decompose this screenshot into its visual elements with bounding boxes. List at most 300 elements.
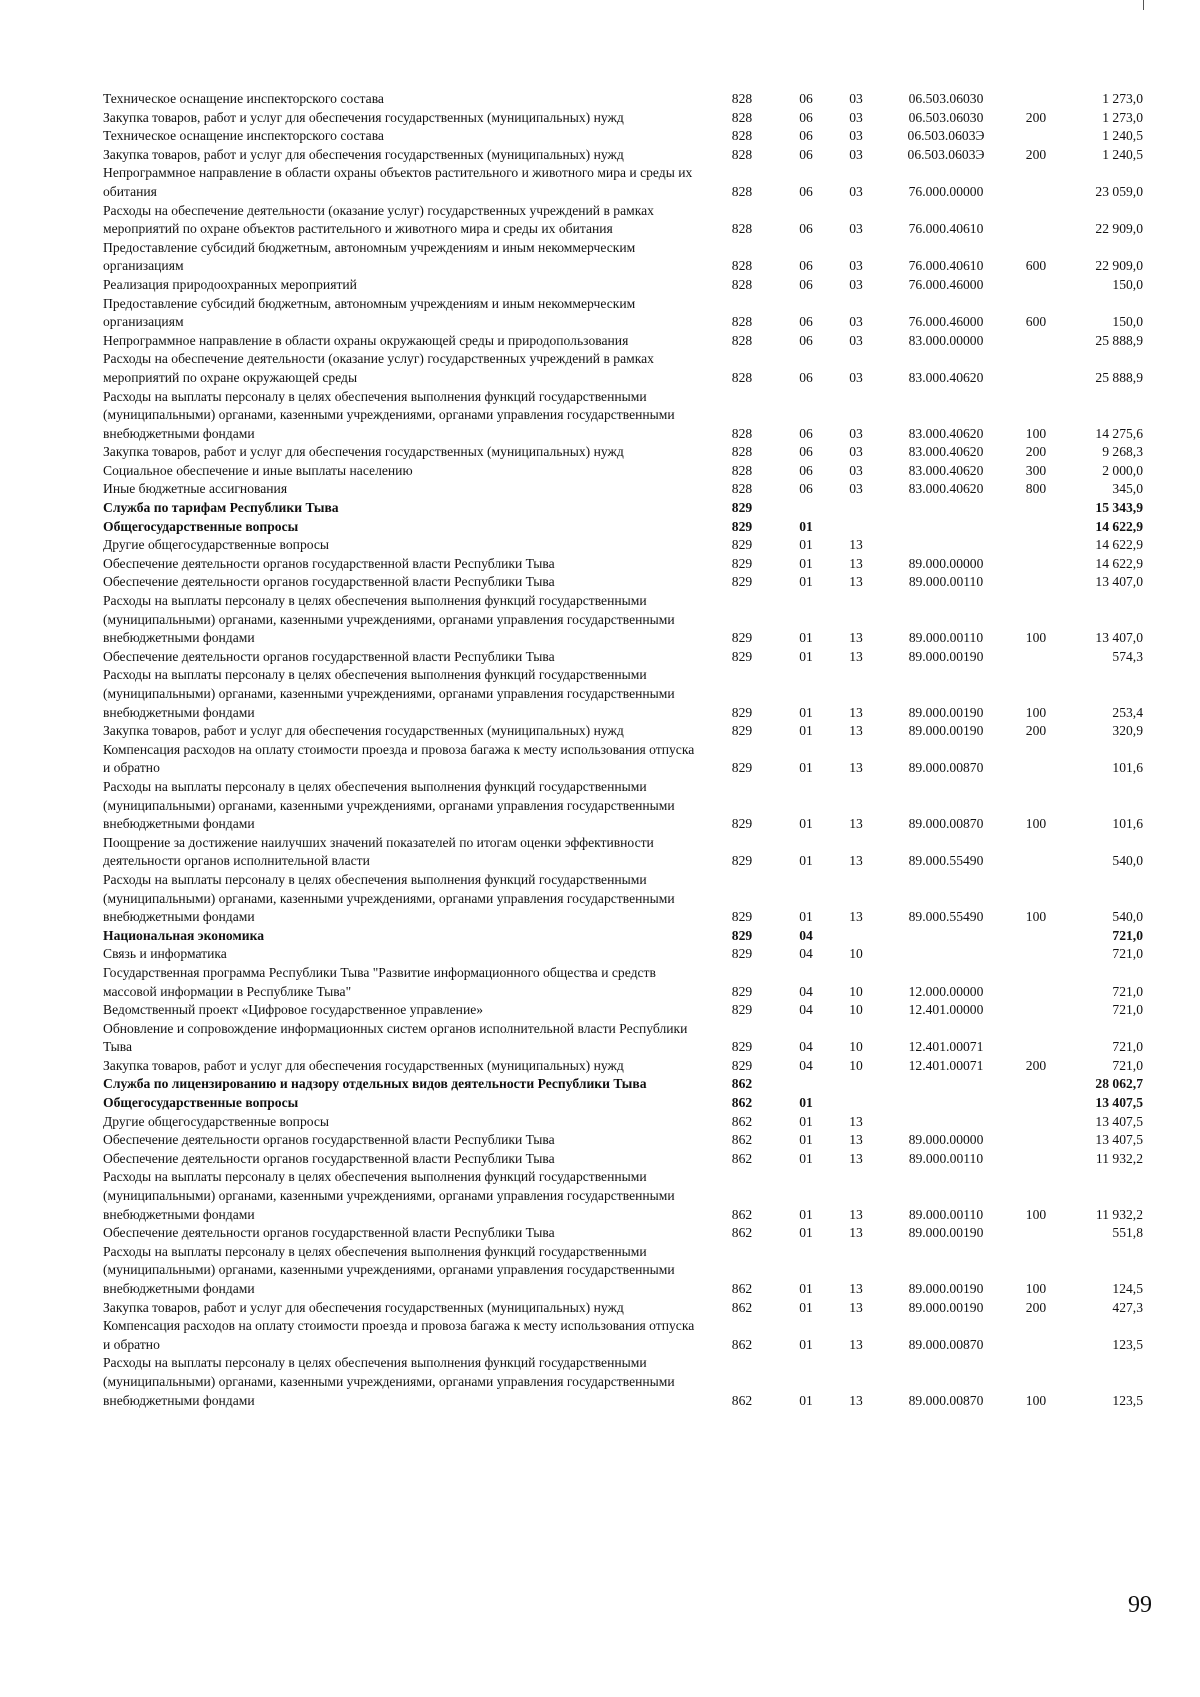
row-pr-code: 13 xyxy=(849,723,863,739)
row-vr-code xyxy=(1011,1131,1061,1150)
row-pr-code xyxy=(831,1075,881,1094)
row-name: Компенсация расходов на оплату стоимости проезда и провоза багажа к месту использования отпуска и обратно xyxy=(103,1318,695,1352)
row-amount: 721,0 xyxy=(1112,983,1143,999)
row-csr-code: 76.000.40610 xyxy=(908,221,984,237)
row-pr-code: 13 xyxy=(849,1150,863,1166)
row-vr-code xyxy=(1011,1020,1061,1057)
row-gr-code: 829 xyxy=(731,555,753,571)
row-vr-code xyxy=(1011,555,1061,574)
row-rz-code: 06 xyxy=(799,146,813,162)
row-csr-code: 89.000.00870 xyxy=(908,1392,984,1408)
row-vr-code xyxy=(1011,164,1061,201)
row-amount: 721,0 xyxy=(1112,927,1143,943)
row-vr-code xyxy=(1011,573,1061,592)
row-rz-code: 04 xyxy=(799,1002,813,1018)
row-rz-code: 04 xyxy=(799,1039,813,1055)
row-gr-code: 862 xyxy=(731,1206,753,1222)
row-gr-code: 829 xyxy=(731,1057,753,1073)
table-row xyxy=(103,350,1143,387)
row-amount: 15 343,9 xyxy=(1095,500,1143,516)
row-csr-code: 76.000.46000 xyxy=(908,276,984,292)
table-row xyxy=(103,722,1143,741)
row-amount: 14 622,9 xyxy=(1095,537,1143,553)
table-row xyxy=(103,778,1143,834)
row-pr-code: 13 xyxy=(849,1225,863,1241)
row-csr-code: 76.000.00000 xyxy=(908,183,984,199)
row-amount: 23 059,0 xyxy=(1095,183,1143,199)
row-vr-code: 200 xyxy=(1025,444,1047,460)
row-csr-code: 83.000.00000 xyxy=(908,332,984,348)
table-row xyxy=(103,443,1143,462)
row-name: Закупка товаров, работ и услуг для обеспечения государственных (муниципальных) нужд xyxy=(103,146,624,162)
row-name: Государственная программа Республики Тыва "Развитие информационного общества и средств массовой информации в Республике Тыва" xyxy=(103,964,656,999)
row-gr-code: 828 xyxy=(731,183,753,199)
row-name: Расходы на выплаты персоналу в целях обеспечения выполнения функций государственными (муниципальными) органами, казенными учреждениями, органами управления государственными внебюджетными фондами xyxy=(103,1355,675,1408)
row-name: Непрограммное направление в области охраны окружающей среды и природопользования xyxy=(103,332,629,348)
row-amount: 721,0 xyxy=(1112,1039,1143,1055)
table-row xyxy=(103,945,1143,964)
row-amount: 1 273,0 xyxy=(1102,91,1143,106)
row-gr-code: 828 xyxy=(731,276,753,292)
row-rz-code: 06 xyxy=(799,462,813,478)
row-gr-code: 828 xyxy=(731,146,753,162)
row-rz-code: 06 xyxy=(799,425,813,441)
row-pr-code: 10 xyxy=(849,1002,863,1018)
row-name: Непрограммное направление в области охраны объектов растительного и животного мира и среды их обитания xyxy=(103,165,693,199)
row-vr-code xyxy=(1011,1150,1061,1169)
row-amount: 124,5 xyxy=(1112,1281,1143,1296)
row-csr-code: 06.503.0603Э xyxy=(907,128,985,144)
row-csr-code: 89.000.00190 xyxy=(908,1299,984,1315)
row-amount: 150,0 xyxy=(1112,276,1143,292)
row-csr-code: 89.000.00190 xyxy=(908,1281,984,1296)
row-gr-code: 862 xyxy=(731,1132,753,1148)
row-csr-code: 83.000.40620 xyxy=(908,369,984,385)
row-amount: 13 407,5 xyxy=(1095,1132,1143,1148)
row-amount: 13 407,0 xyxy=(1095,630,1143,646)
row-csr-code: 89.000.00870 xyxy=(908,1336,984,1352)
table-row xyxy=(103,666,1143,722)
table-row xyxy=(103,1168,1143,1224)
row-pr-code: 13 xyxy=(849,909,863,925)
row-vr-code xyxy=(1011,741,1061,778)
row-amount: 123,5 xyxy=(1112,1392,1143,1408)
row-gr-code: 829 xyxy=(731,537,753,553)
row-pr-code: 03 xyxy=(849,91,863,106)
row-gr-code: 829 xyxy=(731,946,753,962)
row-name: Расходы на обеспечение деятельности (оказание услуг) государственных учреждений в рамках мероприятий по охране объектов растительного и животного мира и среды их обитания xyxy=(103,202,654,237)
row-amount: 1 273,0 xyxy=(1102,109,1143,125)
row-pr-code: 13 xyxy=(849,574,863,590)
table-row xyxy=(103,1113,1143,1132)
row-amount: 14 622,9 xyxy=(1095,518,1143,534)
row-csr-code: 89.000.55490 xyxy=(908,909,984,925)
row-amount: 101,6 xyxy=(1112,816,1143,832)
table-row xyxy=(103,90,1143,109)
row-rz-code: 06 xyxy=(799,128,813,144)
row-name: Обеспечение деятельности органов государственной власти Республики Тыва xyxy=(103,555,555,571)
row-name: Обновление и сопровождение информационных систем органов исполнительной власти Республики Тыва xyxy=(103,1020,688,1055)
row-amount: 123,5 xyxy=(1112,1336,1143,1352)
row-rz-code xyxy=(781,499,831,518)
row-gr-code: 828 xyxy=(731,128,753,144)
row-name: Общегосударственные вопросы xyxy=(103,518,299,534)
row-gr-code: 862 xyxy=(731,1299,753,1315)
row-rz-code: 01 xyxy=(799,909,813,925)
row-pr-code: 13 xyxy=(849,555,863,571)
row-csr-code: 06.503.06030 xyxy=(908,109,984,125)
table-row xyxy=(103,1057,1143,1076)
row-vr-code: 100 xyxy=(1025,816,1047,832)
row-amount: 13 407,5 xyxy=(1095,1113,1143,1129)
row-pr-code: 10 xyxy=(849,983,863,999)
row-name: Обеспечение деятельности органов государственной власти Республики Тыва xyxy=(103,1150,555,1166)
table-row xyxy=(103,592,1143,648)
row-pr-code: 03 xyxy=(849,481,863,497)
row-pr-code: 13 xyxy=(849,1206,863,1222)
row-rz-code: 01 xyxy=(799,1392,813,1408)
row-gr-code: 829 xyxy=(731,500,753,516)
row-rz-code: 06 xyxy=(799,109,813,125)
row-rz-code: 06 xyxy=(799,444,813,460)
row-vr-code: 600 xyxy=(1025,258,1047,274)
row-name: Расходы на выплаты персоналу в целях обеспечения выполнения функций государственными (муниципальными) органами, казенными учреждениями, органами управления государственными внебюджетными фондами xyxy=(103,593,675,646)
row-amount: 14 275,6 xyxy=(1095,425,1143,441)
row-gr-code: 862 xyxy=(731,1336,753,1352)
row-name: Расходы на выплаты персоналу в целях обеспечения выполнения функций государственными (муниципальными) органами, казенными учреждениями, органами управления государственными внебюджетными фондами xyxy=(103,388,675,441)
row-name: Другие общегосударственные вопросы xyxy=(103,1113,330,1129)
row-pr-code: 13 xyxy=(849,1132,863,1148)
row-vr-code xyxy=(1011,1224,1061,1243)
row-pr-code: 13 xyxy=(849,1113,863,1129)
row-csr-code: 06.503.0603Э xyxy=(907,146,985,162)
row-rz-code: 06 xyxy=(799,369,813,385)
table-row xyxy=(103,1354,1143,1410)
row-vr-code xyxy=(1011,834,1061,871)
table-row xyxy=(103,1243,1143,1299)
row-name: Обеспечение деятельности органов государственной власти Республики Тыва xyxy=(103,1132,555,1148)
row-name: Закупка товаров, работ и услуг для обеспечения государственных (муниципальных) нужд xyxy=(103,723,624,739)
row-pr-code: 03 xyxy=(849,444,863,460)
row-rz-code: 06 xyxy=(799,221,813,237)
row-gr-code: 828 xyxy=(731,109,753,125)
row-name: Закупка товаров, работ и услуг для обеспечения государственных (муниципальных) нужд xyxy=(103,1299,624,1315)
row-pr-code: 03 xyxy=(849,146,863,162)
row-csr-code xyxy=(881,945,1011,964)
row-amount: 540,0 xyxy=(1112,909,1143,925)
page-edge-mark xyxy=(1143,0,1144,10)
row-name: Обеспечение деятельности органов государственной власти Республики Тыва xyxy=(103,574,555,590)
table-row xyxy=(103,555,1143,574)
row-rz-code: 01 xyxy=(799,555,813,571)
table-row xyxy=(103,1020,1143,1057)
row-gr-code: 829 xyxy=(731,853,753,869)
row-name: Социальное обеспечение и иные выплаты населению xyxy=(103,462,413,478)
row-gr-code: 828 xyxy=(731,258,753,274)
row-gr-code: 828 xyxy=(731,91,753,106)
row-rz-code: 01 xyxy=(799,518,813,534)
row-vr-code xyxy=(1011,350,1061,387)
row-rz-code: 01 xyxy=(799,1225,813,1241)
row-rz-code: 06 xyxy=(799,314,813,330)
row-vr-code xyxy=(1011,332,1061,351)
row-pr-code: 03 xyxy=(849,221,863,237)
row-gr-code: 828 xyxy=(731,314,753,330)
row-rz-code: 04 xyxy=(799,946,813,962)
row-gr-code: 828 xyxy=(731,332,753,348)
row-csr-code: 89.000.00190 xyxy=(908,704,984,720)
row-vr-code xyxy=(1011,1001,1061,1020)
row-vr-code: 200 xyxy=(1025,1299,1047,1315)
row-pr-code: 13 xyxy=(849,648,863,664)
row-rz-code: 01 xyxy=(799,574,813,590)
row-rz-code: 01 xyxy=(799,760,813,776)
row-gr-code: 862 xyxy=(731,1113,753,1129)
row-gr-code: 829 xyxy=(731,630,753,646)
row-gr-code: 862 xyxy=(731,1150,753,1166)
row-rz-code: 01 xyxy=(799,1132,813,1148)
row-vr-code xyxy=(1011,518,1061,537)
row-csr-code: 12.401.00071 xyxy=(908,1039,984,1055)
row-name: Расходы на выплаты персоналу в целях обеспечения выполнения функций государственными (муниципальными) органами, казенными учреждениями, органами управления государственными внебюджетными фондами xyxy=(103,1243,675,1296)
row-gr-code: 862 xyxy=(731,1225,753,1241)
row-gr-code: 828 xyxy=(731,481,753,497)
row-gr-code: 829 xyxy=(731,909,753,925)
table-row xyxy=(103,295,1143,332)
row-name: Расходы на выплаты персоналу в целях обеспечения выполнения функций государственными (муниципальными) органами, казенными учреждениями, органами управления государственными внебюджетными фондами xyxy=(103,1169,675,1222)
row-csr-code xyxy=(881,1075,1011,1094)
row-name: Иные бюджетные ассигнования xyxy=(103,481,288,497)
row-rz-code: 01 xyxy=(799,1206,813,1222)
row-csr-code: 83.000.40620 xyxy=(908,481,984,497)
row-pr-code: 13 xyxy=(849,760,863,776)
row-csr-code: 12.000.00000 xyxy=(908,983,984,999)
row-csr-code: 76.000.46000 xyxy=(908,314,984,330)
table-row xyxy=(103,1131,1143,1150)
row-gr-code: 862 xyxy=(731,1095,753,1111)
row-pr-code: 13 xyxy=(849,1281,863,1296)
row-rz-code: 04 xyxy=(799,927,813,943)
row-csr-code: 89.000.00110 xyxy=(908,1150,984,1166)
row-amount: 2 000,0 xyxy=(1102,462,1143,478)
table-row xyxy=(103,1299,1143,1318)
row-vr-code: 100 xyxy=(1025,1392,1047,1408)
row-vr-code xyxy=(1011,90,1061,109)
row-csr-code xyxy=(881,536,1011,555)
table-row xyxy=(103,239,1143,276)
row-pr-code: 03 xyxy=(849,314,863,330)
row-name: Общегосударственные вопросы xyxy=(103,1095,299,1111)
row-csr-code: 76.000.40610 xyxy=(908,258,984,274)
row-pr-code: 10 xyxy=(849,1057,863,1073)
row-pr-code: 10 xyxy=(849,1039,863,1055)
row-name: Служба по лицензированию и надзору отдельных видов деятельности Республики Тыва xyxy=(103,1076,647,1092)
row-amount: 13 407,5 xyxy=(1095,1095,1143,1111)
row-rz-code: 01 xyxy=(799,1299,813,1315)
row-gr-code: 828 xyxy=(731,444,753,460)
row-name: Национальная экономика xyxy=(103,927,264,943)
row-rz-code: 01 xyxy=(799,853,813,869)
row-name: Закупка товаров, работ и услуг для обеспечения государственных (муниципальных) нужд xyxy=(103,444,624,460)
row-pr-code: 13 xyxy=(849,630,863,646)
row-csr-code: 12.401.00071 xyxy=(908,1057,984,1073)
row-gr-code: 862 xyxy=(731,1281,753,1296)
row-vr-code: 100 xyxy=(1025,704,1047,720)
row-csr-code xyxy=(881,1113,1011,1132)
row-amount: 551,8 xyxy=(1112,1225,1143,1241)
row-amount: 574,3 xyxy=(1112,648,1143,664)
row-gr-code: 829 xyxy=(731,648,753,664)
row-rz-code: 04 xyxy=(799,983,813,999)
table-row xyxy=(103,518,1143,537)
row-vr-code: 300 xyxy=(1025,462,1047,478)
table-row xyxy=(103,741,1143,778)
row-gr-code: 829 xyxy=(731,723,753,739)
row-vr-code: 100 xyxy=(1025,1206,1047,1222)
table-row xyxy=(103,146,1143,165)
table-row xyxy=(103,964,1143,1001)
row-name: Техническое оснащение инспекторского состава xyxy=(103,91,384,106)
row-vr-code xyxy=(1011,499,1061,518)
row-rz-code: 06 xyxy=(799,276,813,292)
row-amount: 25 888,9 xyxy=(1095,332,1143,348)
row-csr-code: 83.000.40620 xyxy=(908,444,984,460)
table-row xyxy=(103,202,1143,239)
row-name: Обеспечение деятельности органов государственной власти Республики Тыва xyxy=(103,1225,555,1241)
row-name: Расходы на обеспечение деятельности (оказание услуг) государственных учреждений в рамках мероприятий по охране окружающей среды xyxy=(103,351,654,385)
row-rz-code: 01 xyxy=(799,704,813,720)
row-name: Обеспечение деятельности органов государственной власти Республики Тыва xyxy=(103,648,555,664)
row-rz-code: 06 xyxy=(799,481,813,497)
row-pr-code xyxy=(831,927,881,946)
table-row xyxy=(103,927,1143,946)
row-name: Ведомственный проект «Цифровое государственное управление» xyxy=(103,1002,484,1018)
row-vr-code xyxy=(1011,202,1061,239)
row-csr-code: 06.503.06030 xyxy=(908,91,984,106)
row-pr-code: 03 xyxy=(849,425,863,441)
row-name: Служба по тарифам Республики Тыва xyxy=(103,500,339,516)
row-amount: 28 062,7 xyxy=(1095,1076,1143,1092)
row-rz-code: 01 xyxy=(799,1336,813,1352)
row-name: Расходы на выплаты персоналу в целях обеспечения выполнения функций государственными (муниципальными) органами, казенными учреждениями, органами управления государственными внебюджетными фондами xyxy=(103,871,675,925)
row-pr-code: 03 xyxy=(849,258,863,274)
row-pr-code: 03 xyxy=(849,276,863,292)
row-pr-code: 03 xyxy=(849,332,863,348)
row-csr-code: 12.401.00000 xyxy=(908,1002,984,1018)
row-csr-code: 83.000.40620 xyxy=(908,462,984,478)
row-csr-code xyxy=(881,1094,1011,1113)
row-gr-code: 829 xyxy=(731,518,753,534)
row-amount: 345,0 xyxy=(1112,481,1143,497)
row-csr-code: 89.000.55490 xyxy=(908,853,984,869)
row-csr-code: 89.000.00870 xyxy=(908,816,984,832)
table-row xyxy=(103,573,1143,592)
row-rz-code: 01 xyxy=(799,537,813,553)
row-csr-code xyxy=(881,518,1011,537)
row-name: Расходы на выплаты персоналу в целях обеспечения выполнения функций государственными (муниципальными) органами, казенными учреждениями, органами управления государственными внебюджетными фондами xyxy=(103,667,675,720)
row-amount: 1 240,5 xyxy=(1102,128,1143,144)
row-amount: 427,3 xyxy=(1112,1299,1143,1315)
row-csr-code: 89.000.00000 xyxy=(908,555,984,571)
table-row xyxy=(103,1075,1143,1094)
row-gr-code: 828 xyxy=(731,369,753,385)
row-vr-code: 200 xyxy=(1025,1057,1047,1073)
row-vr-code xyxy=(1011,1075,1061,1094)
table-row xyxy=(103,388,1143,444)
row-name: Техническое оснащение инспекторского состава xyxy=(103,128,384,144)
row-vr-code: 100 xyxy=(1025,425,1047,441)
row-rz-code: 01 xyxy=(799,1095,813,1111)
table-row xyxy=(103,462,1143,481)
row-amount: 22 909,0 xyxy=(1095,221,1143,237)
row-name: Расходы на выплаты персоналу в целях обеспечения выполнения функций государственными (муниципальными) органами, казенными учреждениями, органами управления государственными внебюджетными фондами xyxy=(103,778,675,832)
row-csr-code: 89.000.00110 xyxy=(908,1206,984,1222)
row-gr-code: 829 xyxy=(731,1002,753,1018)
row-rz-code: 01 xyxy=(799,723,813,739)
table-row xyxy=(103,648,1143,667)
row-vr-code: 100 xyxy=(1025,909,1047,925)
row-vr-code xyxy=(1011,276,1061,295)
table-row xyxy=(103,1001,1143,1020)
row-pr-code: 03 xyxy=(849,128,863,144)
row-amount: 721,0 xyxy=(1112,1002,1143,1018)
row-amount: 150,0 xyxy=(1112,314,1143,330)
page-number: 99 xyxy=(1128,1592,1152,1618)
row-vr-code xyxy=(1011,127,1061,146)
table-row xyxy=(103,127,1143,146)
row-rz-code: 06 xyxy=(799,183,813,199)
table-row xyxy=(103,276,1143,295)
row-vr-code: 100 xyxy=(1025,630,1047,646)
row-name: Компенсация расходов на оплату стоимости проезда и провоза багажа к месту использования отпуска и обратно xyxy=(103,741,695,776)
table-row xyxy=(103,1224,1143,1243)
row-csr-code xyxy=(881,499,1011,518)
row-gr-code: 862 xyxy=(731,1076,753,1092)
row-vr-code: 200 xyxy=(1025,109,1047,125)
row-vr-code: 600 xyxy=(1025,314,1047,330)
row-name: Связь и информатика xyxy=(103,946,227,962)
row-rz-code: 01 xyxy=(799,816,813,832)
row-vr-code xyxy=(1011,964,1061,1001)
row-vr-code: 100 xyxy=(1025,1281,1047,1296)
row-amount: 253,4 xyxy=(1112,704,1143,720)
row-name: Предоставление субсидий бюджетным, автономным учреждениям и иным некоммерческим организациям xyxy=(103,295,636,330)
budget-table xyxy=(103,90,1143,1410)
row-pr-code: 03 xyxy=(849,462,863,478)
row-name: Поощрение за достижение наилучших значений показателей по итогам оценки эффективности деятельности органов исполнительной власти xyxy=(103,834,654,869)
row-pr-code: 13 xyxy=(849,816,863,832)
row-gr-code: 828 xyxy=(731,221,753,237)
row-pr-code: 03 xyxy=(849,183,863,199)
row-pr-code xyxy=(831,518,881,537)
table-row xyxy=(103,1150,1143,1169)
row-gr-code: 828 xyxy=(731,462,753,478)
row-pr-code xyxy=(831,499,881,518)
row-pr-code: 10 xyxy=(849,946,863,962)
budget-table-body xyxy=(103,90,1143,1410)
row-vr-code xyxy=(1011,927,1061,946)
row-csr-code: 89.000.00110 xyxy=(908,574,984,590)
row-gr-code: 829 xyxy=(731,574,753,590)
row-amount: 9 268,3 xyxy=(1102,444,1143,460)
row-rz-code: 01 xyxy=(799,1150,813,1166)
row-csr-code: 89.000.00190 xyxy=(908,648,984,664)
table-row xyxy=(103,109,1143,128)
row-pr-code: 03 xyxy=(849,109,863,125)
row-amount: 11 932,2 xyxy=(1095,1150,1143,1166)
row-amount: 25 888,9 xyxy=(1095,369,1143,385)
row-csr-code: 89.000.00000 xyxy=(908,1132,984,1148)
